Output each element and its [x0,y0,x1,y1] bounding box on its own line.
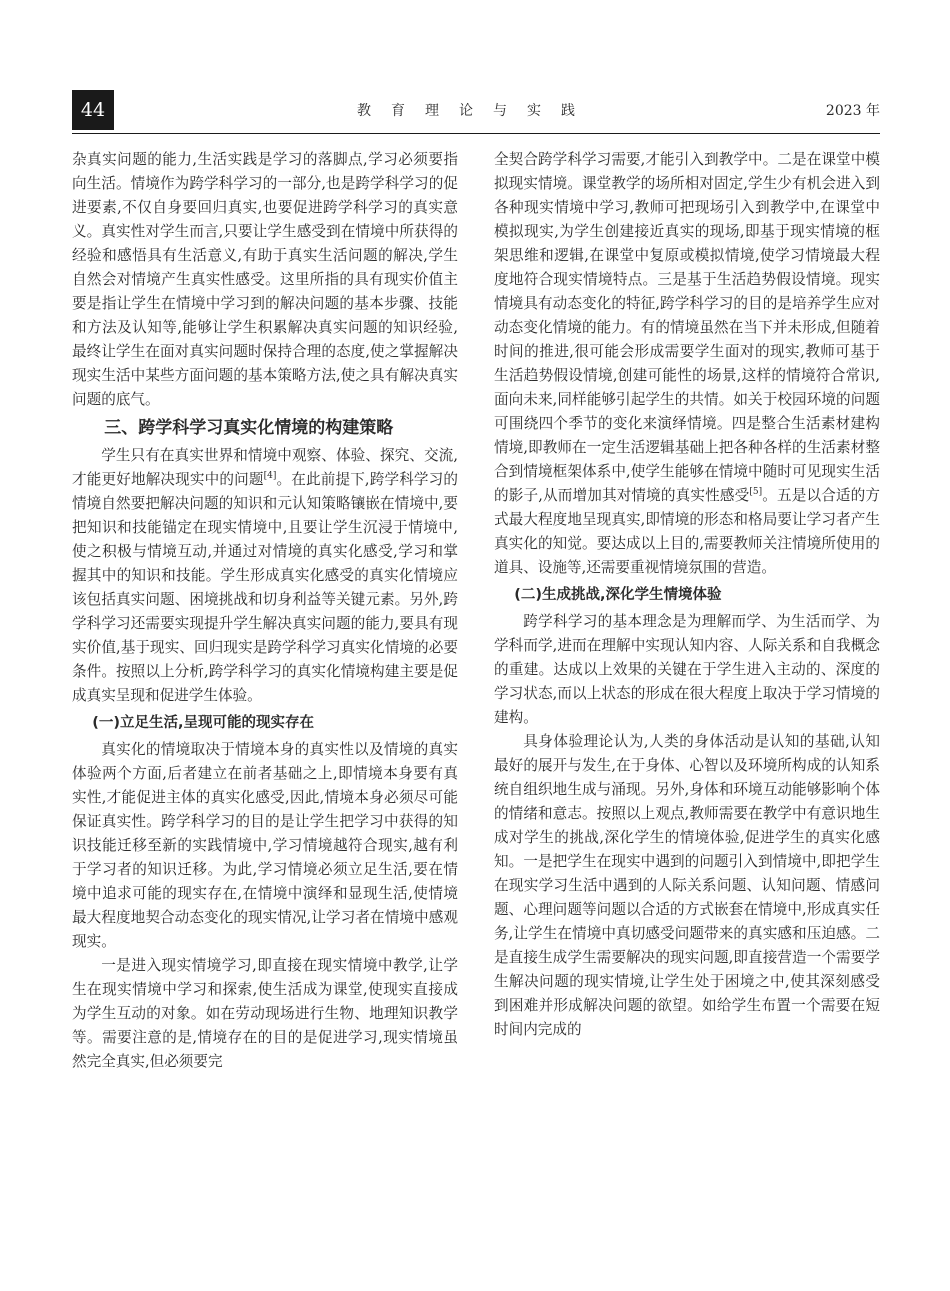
paragraph: 具身体验理论认为,人类的身体活动是认知的基础,认知最好的展开与发生,在于身体、心智以及环境所构成的认知系统自组织地生成与涌现。另外,身体和环境互动能够影响个体的情绪和意志。按照以上观点,教师需要在教学中有意识地生成对学生的挑战,深化学生的情境体验,促进学生的真实化感知。一是把学生在现实中遇到的问题引入到情境中,即把学生在现实学习生活中遇到的人际关系问题、认知问题、情感问题、心理问题等问题以合适的方式嵌套在情境中,形成真实任务,让学生在情境中真切感受问题带来的真实感和压迫感。二是直接生成学生需要解决的现实问题,即直接营造一个需要学生解决问题的现实情境,让学生处于困境之中,使其深刻感受到困难并形成解决问题的欲望。如给学生布置一个需要在短时间内完成的 [494,733,880,1038]
paragraph: 真实化的情境取决于情境本身的真实性以及情境的真实体验两个方面,后者建立在前者基础之上,即情境本身要有真实性,才能促进主体的真实化感受,因此,情境本身必须尽可能保证真实性。跨学科学习的目的是让学生把学习中获得的知识技能迁移至新的实践情境中,学习情境越符合现实,越有利于学习者的知识迁移。为此,学习情境必须立足生活,要在情境中追求可能的现实存在,在情境中演绎和显现生活,使情境最大程度地契合动态变化的现实情况,让学习者在情境中感观现实。 [72,741,458,950]
paragraph-text: 。在此前提下,跨学科学习的情境自然要把解决问题的知识和元认知策略镶嵌在情境中,要把知识和技能锚定在现实情境中,且要让学生沉浸于情境中,使之积极与情境互动,并通过对情境的真实化感受,学习和掌握其中的知识和技能。学生形成真实化感受的真实化情境应该包括真实问题、困境挑战和切身利益等关键元素。另外,跨学科学习还需要实现提升学生解决真实问题的能力,要具有现实价值,基于现实、回归现实是跨学科学习真实化情境的必要条件。按照以上分析,跨学科学习的真实化情境构建主要是促成真实呈现和促进学生体验。 [72,471,458,704]
paragraph-text: 全契合跨学科学习需要,才能引入到教学中。二是在课堂中模拟现实情境。课堂教学的场所相对固定,学生少有机会进入到各种现实情境中学习,教师可把现场引入到教学中,在课堂中模拟现实,为学生创建接近真实的现场,即基于现实情境的框架思维和逻辑,在课堂中复原或模拟情境,使学习情境最大程度地符合现实情境特点。三是基于生活趋势假设情境。现实情境具有动态变化的特征,跨学科学习的目的是培养学生应对动态变化情境的能力。有的情境虽然在当下并未形成,但随着时间的推进,很可能会形成需要学生面对的现实,教师可基于生活趋势假设情境,创建可能性的场景,这样的情境符合常识,面向未来,同样能够引起学生的共情。如关于校园环境的问题可围绕四个季节的变化来演绎情境。四是整合生活素材建构情境,即教师在一定生活逻辑基础上把各种各样的生活素材整合到情境框架体系中,使学生能够在情境中随时可见现实生活的影子,从而增加其对情境的真实性感受 [494,151,880,504]
paragraph-text: 学生只有在真实世界和情境中观察、体验、探究、交流,才能更好地解决现实中的问题 [72,447,458,488]
paragraph [72,444,458,708]
subsection-heading: (一)立足生活,呈现可能的现实存在 [92,715,315,731]
citation-ref: [5] [749,487,763,498]
section-heading: 三、跨学科学习真实化情境的构建策略 [104,418,394,438]
left-column [72,148,458,1074]
citation-ref: [4] [263,471,277,482]
page-header [72,88,880,132]
header-rule [72,133,880,134]
subsection-heading: (二)生成挑战,深化学生情境体验 [514,587,722,603]
paragraph: 跨学科学习的基本理念是为理解而学、为生活而学、为学科而学,进而在理解中实现认知内容、人际关系和自我概念的重建。达成以上效果的关键在于学生进入主动的、深度的学习状态,而以上状态的形成在很大程度上取决于学习情境的建构。 [494,613,880,726]
paragraph: 杂真实问题的能力,生活实践是学习的落脚点,学习必须要指向生活。情境作为跨学科学习的一部分,也是跨学科学习的促进要素,不仅自身要回归真实,也要促进跨学科学习的真实意义。真实性对学生而言,只要让学生感受到在情境中所获得的经验和感悟具有生活意义,有助于真实生活问题的解决,学生自然会对情境产生真实性感受。这里所指的具有现实价值主要是指让学生在情境中学习到的解决问题的基本步骤、技能和方法及认知等,能够让学生积累解决真实问题的知识经验,最终让学生在面对真实问题时保持合理的态度,使之掌握解决现实生活中某些方面问题的基本策略方法,使之具有解决真实问题的底气。 [72,151,458,408]
journal-title: 教育理论与实践 [357,103,595,119]
right-column [494,148,880,1042]
paragraph [494,148,880,580]
paragraph-text: 。五是以合适的方式最大程度地呈现真实,即情境的形态和格局要让学习者产生真实化的知觉。要达成以上目的,需要教师关注情境所使用的道具、设施等,还需要重视情境氛围的营造。 [494,487,880,576]
page-number: 44 [72,90,114,130]
publication-year: 2023 年 [825,103,880,119]
paragraph: 一是进入现实情境学习,即直接在现实情境中教学,让学生在现实情境中学习和探索,使生活成为课堂,使现实直接成为学生互动的对象。如在劳动现场进行生物、地理知识教学等。需要注意的是,情境存在的目的是促进学习,现实情境虽然完全真实,但必须要完 [72,957,458,1070]
